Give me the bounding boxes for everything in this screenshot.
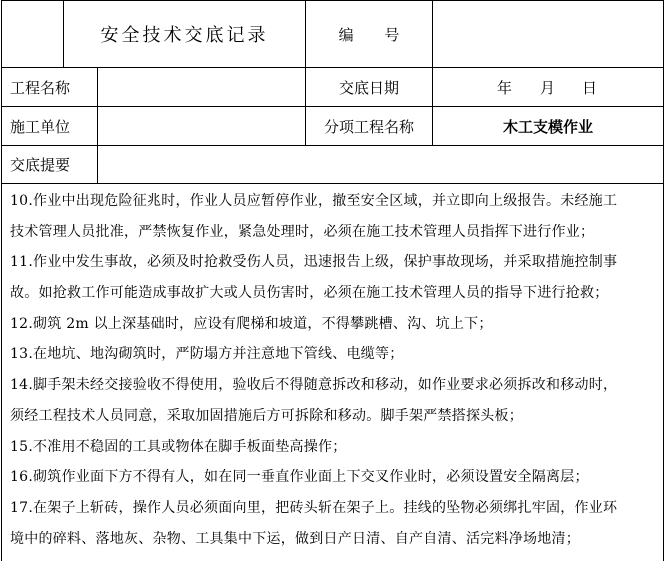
content-line: 17.在架子上斩砖，操作人员必须面向里，把砖头斩在架子上。挂线的坠物必须绑扎牢固，作业环 <box>10 499 618 516</box>
content-line: 10.作业中出现危险征兆时，作业人员应暂停作业，撤至安全区域，并立即向上级报告。未经施工 <box>10 193 618 209</box>
document-title: 安全技术交底记录 <box>100 25 269 46</box>
content-line: 13.在地坑、地沟砌筑时，严防塌方并注意地下管线、电缆等； <box>10 346 404 363</box>
number-value[interactable] <box>433 1 663 67</box>
date-day: 日 <box>582 78 598 97</box>
subproject-label: 分项工程名称 <box>323 117 414 136</box>
content-line: 16.砌筑作业面下方不得有人，如在同一垂直作业面上下交叉作业时，必须设置安全隔离层； <box>10 469 589 486</box>
construction-unit-value[interactable] <box>98 107 305 145</box>
content-line: 境中的碎料、落地灰、杂物、工具集中下运，做到日产日清、自产自清、活完料净场地清； <box>10 530 580 547</box>
content-line: 12.砌筑 2m 以上深基础时，应设有爬梯和坡道，不得攀跳槽、沟、坑上下； <box>10 315 493 332</box>
project-name-value[interactable] <box>98 68 305 106</box>
content-line: 故。如抢救工作可能造成事故扩大或人员伤害时，必须在施工技术管理人员的指导下进行抢救； <box>10 285 609 302</box>
date-label: 交底日期 <box>338 78 399 97</box>
date-month: 月 <box>540 78 556 97</box>
table-border-left <box>1 0 2 561</box>
content-line: 技术管理人员批准，严禁恢复作业，紧急处理时，必须在施工技术管理人员指挥下进行作业； <box>10 223 595 240</box>
row-divider <box>1 183 664 184</box>
summary-value[interactable] <box>98 146 663 183</box>
subproject-value[interactable]: 木工支模作业 <box>502 117 593 136</box>
briefing-content <box>10 186 660 554</box>
project-name-label: 工程名称 <box>10 78 71 97</box>
content-line: 14.脚手架未经交接验收不得使用，验收后不得随意拆改和移动，如作业要求必须拆改和移动时， <box>10 377 618 394</box>
number-label: 编 号 <box>338 25 400 44</box>
table-border-right <box>663 0 664 561</box>
content-line: 11.作业中发生事故，必须及时抢救受伤人员，迅速报告上级，保护事故现场，并采取措施控制事 <box>10 254 618 271</box>
construction-unit-label: 施工单位 <box>10 117 71 136</box>
date-year: 年 <box>497 78 513 97</box>
content-line: 15.不准用不稳固的工具或物体在脚手板面垫高操作； <box>10 438 347 455</box>
content-line: 须经工程技术人员同意，采取加固措施后方可拆除和移动。脚手架严禁搭探头板； <box>10 407 523 424</box>
summary-label: 交底提要 <box>10 156 71 174</box>
date-value[interactable] <box>433 68 663 106</box>
